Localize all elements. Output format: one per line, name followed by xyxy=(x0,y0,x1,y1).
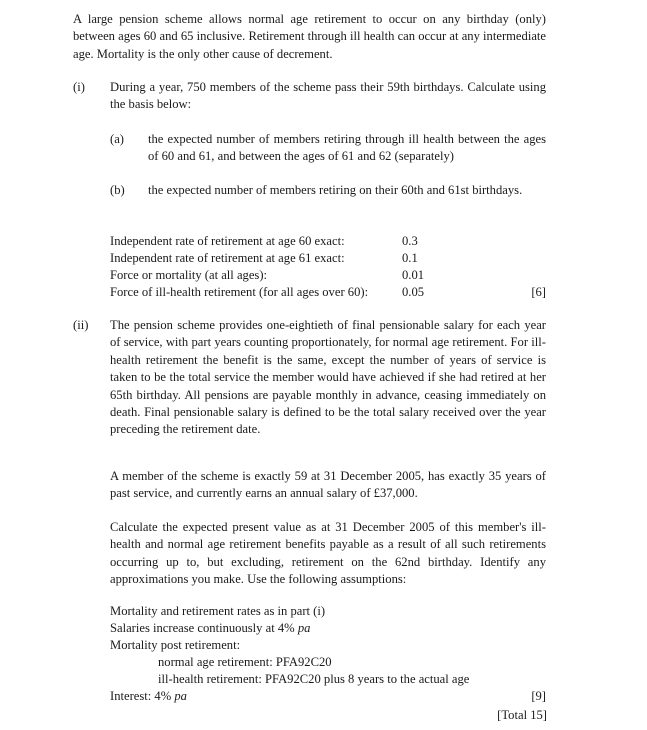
basis-value: 0.01 xyxy=(402,268,425,282)
assumption-line xyxy=(110,620,546,637)
basis-row xyxy=(110,267,546,284)
basis-label: Independent rate of retirement at age 61 exact: xyxy=(110,251,345,265)
basis-value: 0.1 xyxy=(402,251,418,265)
assumption-text: Interest: 4% xyxy=(110,689,175,703)
part-ii-paragraph-3: Calculate the expected present value as at 31 December 2005 of this member's ill-health and normal age retirement benefits payable as a result of all such retirements occurring up to, but excluding, retirement on the 62nd birthday. Identify any approximations you make. Use the following assumptions: xyxy=(110,520,546,587)
part-ii-number: (ii) xyxy=(73,318,89,332)
part-ii-paragraph-1: The pension scheme provides one-eightieth of final pensionable salary for each year of service, with part years counting proportionately, for normal age retirement. For ill-health retirement the benefit is the same, except the number of years of service is taken to be the total service the member would have achieved if she had retired at her 65th birthday. All pensions are payable monthly in advance, ceasing immediately on death. Final pensionable salary is defined to be the total salary received over the year preceding the retirement date. xyxy=(110,318,546,437)
part-ii-marks: [9] xyxy=(531,689,546,703)
part-i-text: During a year, 750 members of the scheme pass their 59th birthdays. Calculate using the basis below: xyxy=(110,80,546,112)
part-i-number: (i) xyxy=(73,80,85,94)
basis-label: Force or mortality (at all ages): xyxy=(110,268,268,282)
part-i-marks: [6] xyxy=(531,285,546,299)
total-marks: [Total 15] xyxy=(497,708,547,722)
basis-value: 0.05 xyxy=(402,285,425,299)
part-i-b-text: the expected number of members retiring on their 60th and 61st birthdays. xyxy=(148,183,523,197)
assumption-text: Mortality post retirement: xyxy=(110,638,241,652)
assumption-unit: pa xyxy=(174,689,187,703)
basis-row xyxy=(110,250,546,267)
assumption-text: normal age retirement: PFA92C20 xyxy=(158,655,332,669)
assumptions-list xyxy=(110,603,546,705)
basis-row xyxy=(110,233,546,250)
assumption-line xyxy=(110,637,546,654)
part-i-b-label: (b) xyxy=(110,183,125,197)
assumption-line xyxy=(110,654,546,671)
basis-table xyxy=(110,233,546,301)
assumption-text: Mortality and retirement rates as in part (i) xyxy=(110,604,326,618)
part-ii-paragraph-2: A member of the scheme is exactly 59 at 31 December 2005, has exactly 35 years of past service, and currently earns an annual salary of £37,000. xyxy=(110,469,546,501)
intro-paragraph: A large pension scheme allows normal age retirement to occur on any birthday (only) between ages 60 and 65 inclusive. Retirement through ill health can occur at any intermediate age. Mortality is the only other cause of decrement. xyxy=(73,12,546,61)
assumption-line xyxy=(110,671,546,688)
assumption-text: Salaries increase continuously at 4% xyxy=(110,621,298,635)
part-i-a-label: (a) xyxy=(110,132,124,146)
basis-label: Independent rate of retirement at age 60 exact: xyxy=(110,234,345,248)
basis-row xyxy=(110,284,546,301)
assumption-line xyxy=(110,688,546,705)
basis-value: 0.3 xyxy=(402,234,418,248)
assumption-text: ill-health retirement: PFA92C20 plus 8 years to the actual age xyxy=(158,672,470,686)
assumption-unit: pa xyxy=(297,621,311,635)
assumption-line xyxy=(110,603,546,620)
part-i-a-text: the expected number of members retiring through ill health between the ages of 60 and 61, and between the ages of 61 and 62 (separately) xyxy=(148,132,546,164)
basis-label: Force of ill-health retirement (for all ages over 60): xyxy=(110,285,369,299)
